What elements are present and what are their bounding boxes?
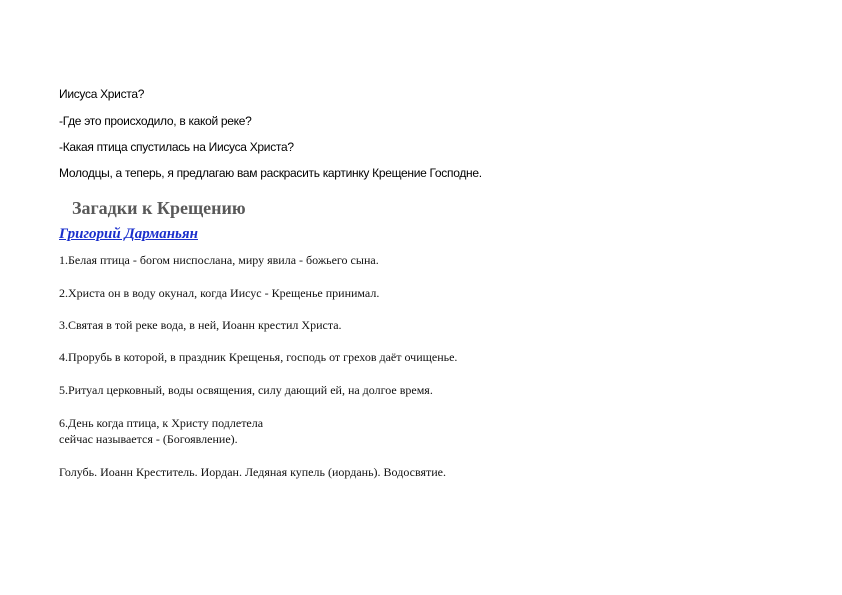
riddle-6-line-1: 6.День когда птица, к Христу подлетела bbox=[59, 416, 264, 430]
riddle-2: 2.Христа он в воду окунал, когда Иисус - Крещенье принимал. bbox=[59, 286, 380, 300]
riddle-6-line-2: сейчас называется - (Богоявление). bbox=[59, 432, 238, 446]
intro-line-2: -Где это происходило, в какой реке? bbox=[59, 114, 252, 128]
riddle-answers: Голубь. Иоанн Креститель. Иордан. Ледяная купель (иордань). Водосвятие. bbox=[59, 465, 446, 479]
intro-line-4: Молодцы, а теперь, я предлагаю вам раскрасить картинку Крещение Господне. bbox=[59, 166, 482, 180]
intro-line-1: Иисуса Христа? bbox=[59, 87, 145, 101]
author-link[interactable]: Григорий Дарманьян bbox=[59, 226, 198, 242]
riddle-5: 5.Ритуал церковный, воды освящения, силу дающий ей, на долгое время. bbox=[59, 383, 433, 397]
riddles-heading: Загадки к Крещению bbox=[72, 198, 246, 218]
riddle-4: 4.Прорубь в которой, в праздник Крещенья, господь от грехов даёт очищенье. bbox=[59, 350, 458, 364]
riddle-3: 3.Святая в той реке вода, в ней, Иоанн крестил Христа. bbox=[59, 318, 342, 332]
riddle-1: 1.Белая птица - богом ниспослана, миру явила - божьего сына. bbox=[59, 253, 379, 267]
intro-line-3: -Какая птица спустилась на Иисуса Христа? bbox=[59, 140, 294, 154]
